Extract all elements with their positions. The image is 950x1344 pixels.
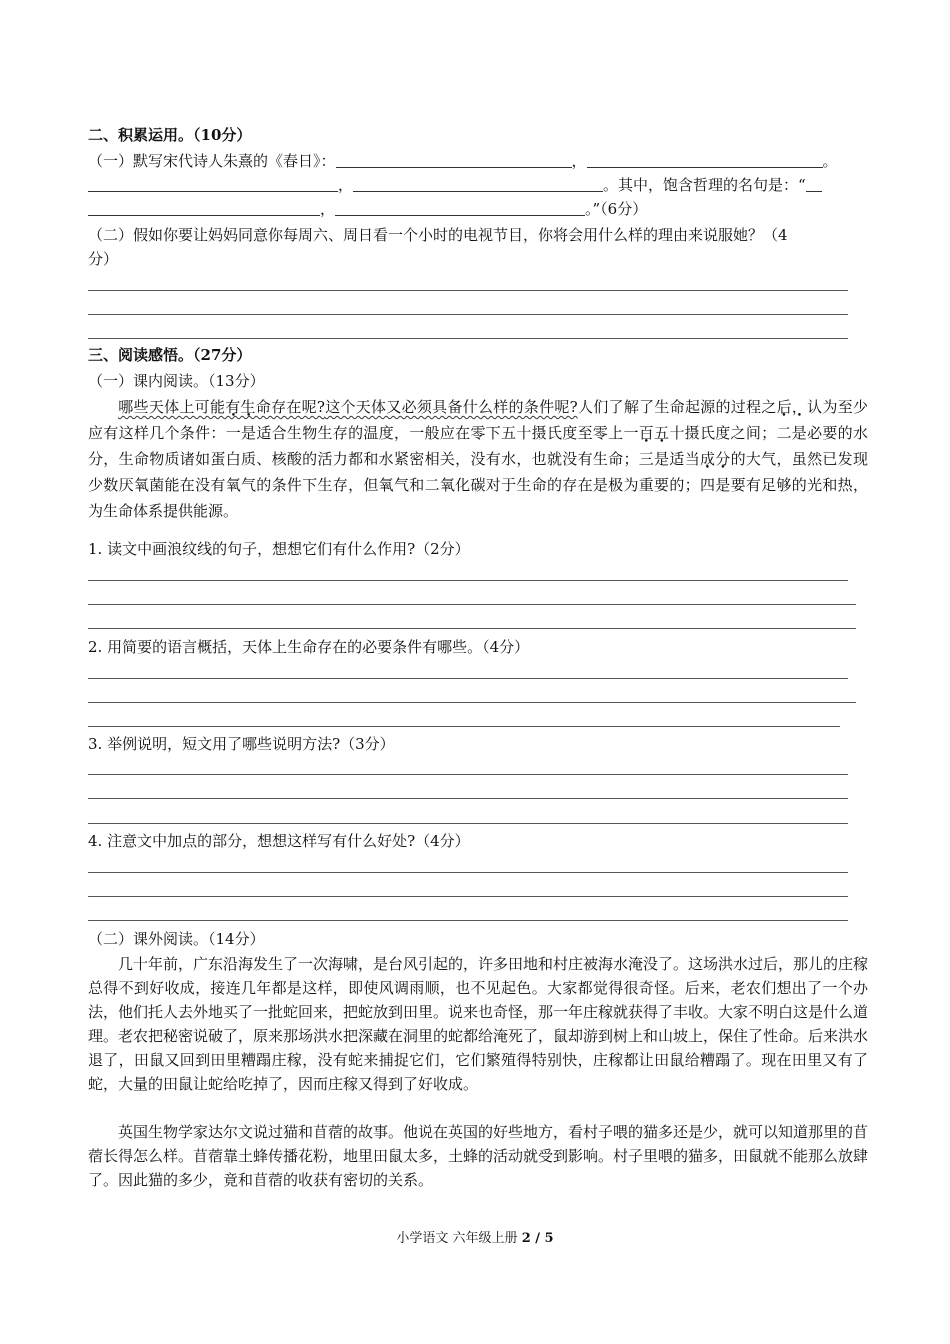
emphasis-char: 三 — [638, 450, 655, 468]
philosophy-blank-2[interactable] — [335, 199, 585, 216]
answer-line[interactable] — [88, 628, 856, 629]
poem-blank-3[interactable] — [88, 175, 338, 192]
emphasis-char: 是 — [241, 424, 257, 442]
tv-question-line-2: 分） — [88, 250, 119, 268]
comma-3: ， — [320, 200, 336, 218]
answer-line[interactable] — [88, 823, 848, 824]
in-class-reading-title: （一）课内阅读。（13分） — [88, 372, 265, 390]
answer-line[interactable] — [88, 580, 848, 581]
poem-blank-1[interactable] — [336, 151, 572, 168]
answer-line[interactable] — [88, 896, 848, 897]
poem-fill-line-2 — [88, 174, 822, 196]
period-1: 。 — [822, 152, 838, 170]
answer-line[interactable] — [88, 872, 848, 873]
answer-line[interactable] — [88, 290, 848, 291]
poem-fill-line-1 — [88, 150, 838, 172]
emphasis-char: 是 — [791, 424, 808, 442]
philosophy-blank-1[interactable] — [88, 199, 320, 216]
page-number: 2 / 5 — [521, 1231, 554, 1246]
answer-line[interactable] — [88, 920, 848, 921]
answer-line[interactable] — [88, 314, 848, 315]
dotted-phrase-2 — [776, 424, 807, 442]
reading-passage-2-paragraph-1: 几十年前，广东沿海发生了一次海啸，是台风引起的，许多田地和村庄被海水淹没了。这场洪水过后，那儿的庄稼总得不到好收成，接连几年都是这样，即使风调雨顺，也不见起色。大家都觉得很奇怪。后来，老农们想出了一个办法，他们托人去外地买了一批蛇回来，把蛇放到田里。说来也奇怪，那一年庄稼就获得了丰收。大家不明白这是什么道理。老农把秘密说破了，原来那场洪水把深藏在洞里的蛇都给淹死了，鼠却游到树上和山坡上，保住了性命。后来洪水退了，田鼠又回到田里糟蹋庄稼，没有蛇来捕捉它们，它们繁殖得特别快，庄稼都让田鼠给糟蹋了。现在田里又有了蛇，大量的田鼠让蛇给吃掉了，因而庄稼又得到了好收成。 — [88, 955, 869, 1093]
answer-line[interactable] — [88, 338, 848, 339]
section-3-title: 三、阅读感悟。（27分） — [88, 346, 252, 364]
footer-label: 小学语文 六年级上册 — [396, 1231, 522, 1246]
answer-line[interactable] — [88, 678, 848, 679]
poem-fill-line-3 — [88, 198, 647, 220]
comma-2: ， — [338, 176, 354, 194]
tv-question-line-1: （二）假如你要让妈妈同意你每周六、周日看一个小时的电视节目，你将会用什么样的理由来说服她？（4 — [88, 226, 788, 244]
dotted-phrase-4 — [700, 476, 731, 494]
question-3: 3. 举例说明，短文用了哪些说明方法?（3分） — [88, 735, 395, 753]
emphasis-char: 一 — [225, 424, 241, 442]
emphasis-char: 是 — [654, 450, 670, 468]
reading-passage-2-paragraph-2: 英国生物学家达尔文说过猫和苜蓿的故事。他说在英国的好些地方，看村子喂的猫多还是少，就可以知道那里的苜蓿长得怎么样。苜蓿靠土蜂传播花粉，地里田鼠太多，土蜂的活动就受到影响。村子里喂的猫多，田鼠就不能那么放肆了。因此猫的多少，竟和苜蓿的收获有密切的关系。 — [88, 1123, 869, 1189]
emphasis-char: 二 — [776, 424, 792, 442]
comma-1: ， — [571, 152, 587, 170]
poem-prompt: （一）默写宋代诗人朱熹的《春日》： — [88, 152, 336, 170]
answer-line[interactable] — [88, 774, 848, 775]
philosophy-prompt: 。其中，饱含哲理的名句是：“ — [603, 176, 806, 194]
dotted-phrase-1 — [226, 424, 257, 442]
section-2-title: 二、积累运用。（10分） — [88, 126, 252, 144]
page-footer — [0, 1227, 950, 1246]
extracurricular-reading-title: （二）课外阅读。（14分） — [88, 930, 265, 948]
dotted-phrase-3 — [638, 450, 669, 468]
emphasis-char: 是 — [715, 476, 731, 494]
wavy-sentence-1: 哪些天体上可能有生命存在呢? — [118, 398, 325, 416]
wavy-sentence-2: 这个天体又必须具备什么样的条件呢? — [324, 398, 578, 416]
answer-line[interactable] — [88, 604, 856, 605]
question-1: 1. 读文中画浪纹线的句子，想想它们有什么作用?（2分） — [88, 540, 470, 558]
answer-line[interactable] — [88, 702, 856, 703]
poem-score: 。”（6分） — [585, 200, 648, 218]
philosophy-blank-lead[interactable] — [806, 175, 822, 192]
question-4: 4. 注意文中加点的部分，想想这样写有什么好处?（4分） — [88, 832, 470, 850]
answer-line[interactable] — [88, 798, 848, 799]
poem-blank-2[interactable] — [587, 151, 823, 168]
reading-passage-1: 哪些天体上可能有生命存在呢?这个天体又必须具备什么样的条件呢?人们了解了生命起源的过程之后，认为至少应有这样几个条件：一是适合生物生存的温度，一般应在零下五十摄氏度至零上一百五十摄氏度之间；二是必要的水分，生命物质诸如蛋白质、核酸的活力都和水紧密相关，没有水，也就没有生命；三是适当成分的大气，虽然已发现少数厌氧菌能在没有氧气的条件下生存，但氧气和二氧化碳对于生命的存在是极为重要的；四是要有足够的光和热，为生命体系提供能源。 — [88, 398, 868, 520]
emphasis-char: 四 — [699, 476, 716, 494]
question-2: 2. 用简要的语言概括，天体上生命存在的必要条件有哪些。（4分） — [88, 638, 530, 656]
poem-blank-4[interactable] — [353, 175, 603, 192]
answer-line[interactable] — [88, 726, 840, 727]
